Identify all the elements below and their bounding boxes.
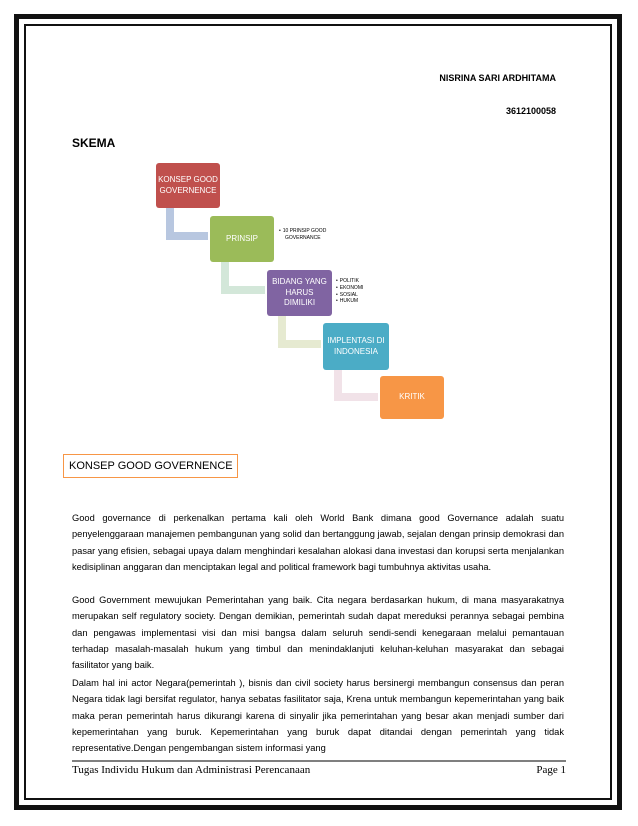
bidang-bullet: • HUKUM (342, 298, 382, 305)
page-number: Page 1 (536, 764, 566, 776)
section-title: SKEMA (72, 136, 116, 150)
bidang-bullet: • POLITIK (342, 278, 382, 285)
step-implentasi-di-indonesia: IMPLENTASI DI INDONESIA (323, 323, 389, 370)
subsection-title: KONSEP GOOD GOVERNENCE (69, 460, 233, 472)
student-id: 3612100058 (505, 106, 556, 116)
bidang-bullet-list (336, 278, 382, 305)
paragraph: Good governance di perkenalkan pertama kali oleh World Bank dimana good Governance adalah suatu penyelenggaraan manajemen pembangunan yang solid dan bertanggung jawab, sejalan dengan prinsip demokrasi dan pasar yang efisien, sebagai upaya dalam menghindari kesalahan alokasi dana investasi dan korupsi serta menjalankan kedisiplinan anggaran dan menciptakan legal and political framework bagi tumbuhnya aktivitas usaha. (72, 513, 564, 572)
prinsip-bullet: • 10 PRINSIP GOOD GOVERNANCE (285, 228, 331, 242)
bidang-bullet: • EKONOMI (342, 285, 382, 292)
step-bidang-yang-harus-dimiliki: BIDANG YANG HARUS DIMILIKI (267, 270, 332, 316)
subsection-title-box (63, 454, 238, 478)
author-name: NISRINA SARI ARDHITAMA (439, 73, 556, 83)
paragraph: Good Government mewujukan Pemerintahan yang baik. Cita negara berdasarkan hukum, di mana masyarakatnya merupakan self regulatory society. Dengan demikian, pemerintah sudah dapat mereduksi perannya sebagai pembina dan pengawas implementasi visi dan misi bangsa dalam seluruh sendi-sendi kenegaraan melalui pemantauan terhadap masalah-masalah hukum yang timbul dan menindaklanjuti keluhan-keluhan masyarakat dan sebagai fasilitator yang baik. (72, 595, 564, 671)
step-prinsip: PRINSIP (210, 216, 274, 262)
step-kritik: KRITIK (380, 376, 444, 419)
step-konsep-good-governence: KONSEP GOOD GOVERNENCE (156, 163, 220, 208)
bidang-bullet: • SOSIAL (342, 292, 382, 299)
footer-title: Tugas Individu Hukum dan Administrasi Perencanaan (72, 764, 311, 776)
page-footer (72, 760, 566, 776)
prinsip-bullet-list (279, 228, 331, 242)
paragraph: Dalam hal ini actor Negara(pemerintah ), bisnis dan civil society harus bersinergi membangun consensus dan peran Negara tidak lagi bersifat regulator, hanya sebatas fasilitator saja, Krena untuk membangun kepemerintahan yang baik maka peran pemerintah harus dikurangi karena di sinyalir jika pemerintahan yang besar akan menjadi sumber dari kepemerintahan yang buruk. Kepemerintahan yang buruk dapat ditandai dengan pemerintah yang tidak representative.Dengan pengembangan sistem informasi yang (72, 678, 564, 754)
